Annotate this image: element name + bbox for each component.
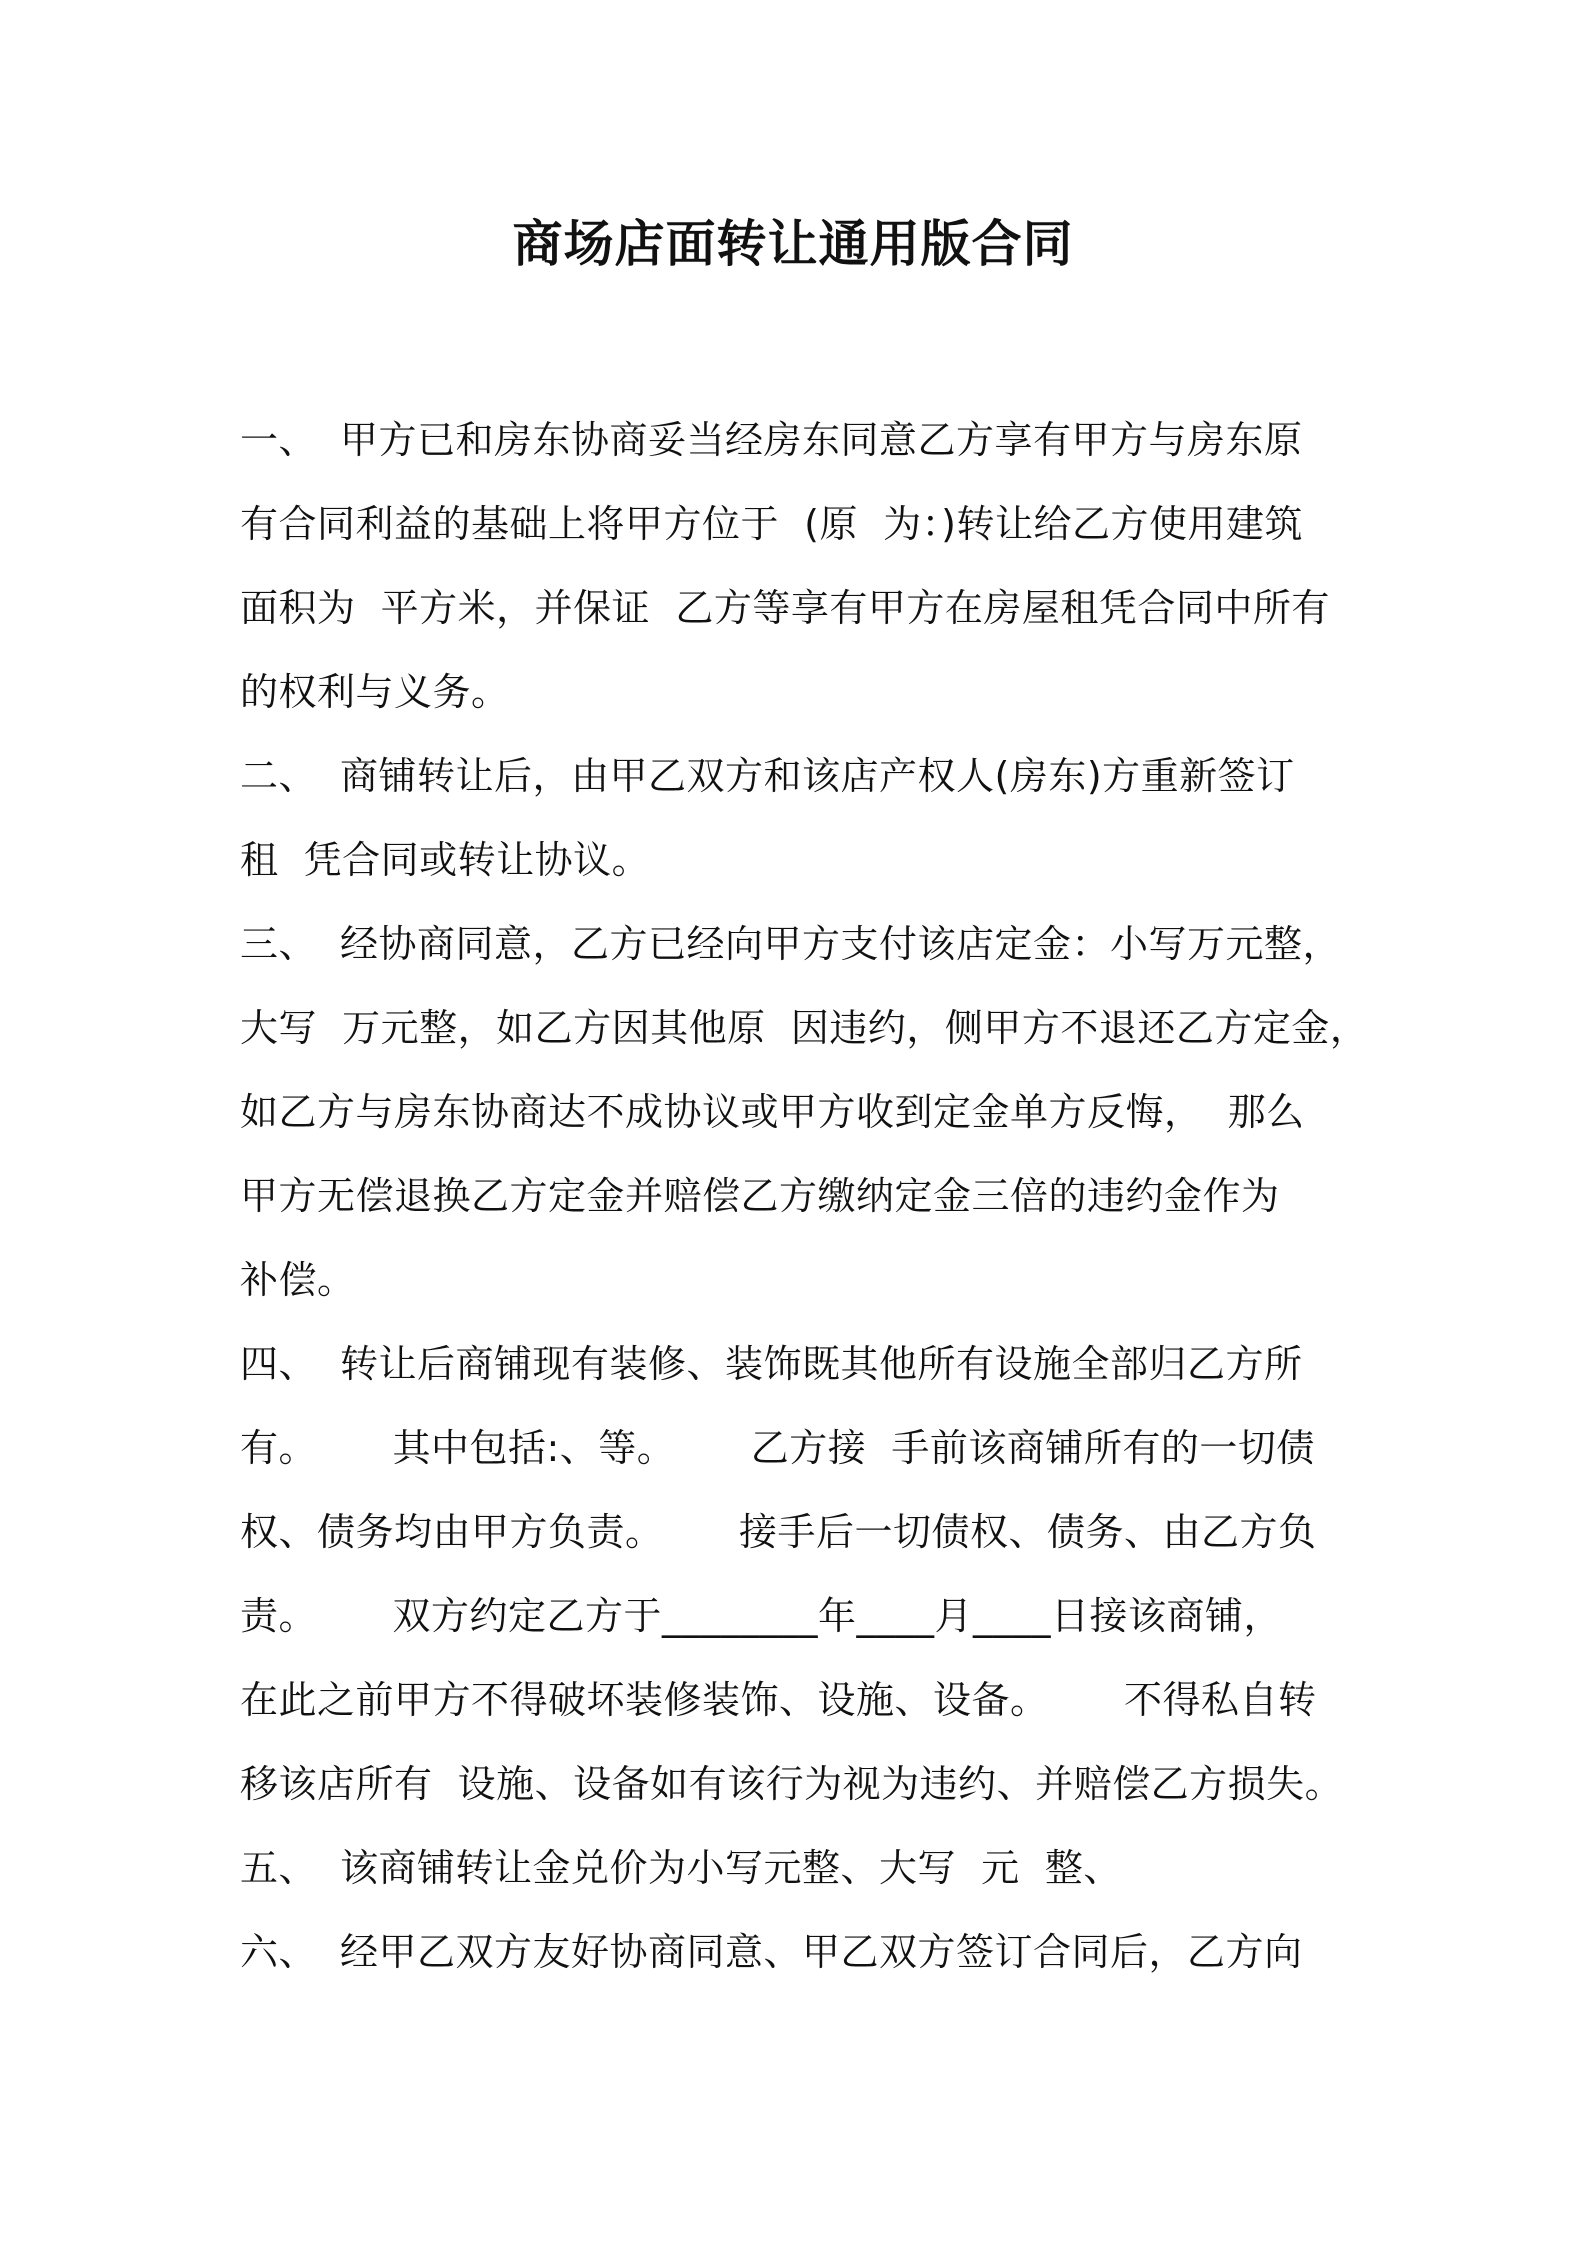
contract-line [240,734,1370,818]
line-text: 转让后商铺现有装修、装饰既其他所有设施全部归乙方所 [340,1342,1303,1386]
line-text: 权、债务均由甲方负责。 接手后一切债权、债务、由乙方负 [240,1510,1317,1554]
line-text: 经协商同意，乙方已经向甲方支付该店定金：小写万元整， [340,922,1342,966]
contract-line [240,398,1370,482]
contract-line [240,1322,1370,1406]
clause-number: 六、 [240,1930,318,1974]
line-text: 责。 双方约定乙方于________年____月____日接该商铺， [240,1594,1282,1638]
contract-line [240,1574,1370,1658]
line-text: 大写 万元整，如乙方因其他原 因违约，侧甲方不退还乙方定金， [240,1006,1369,1050]
contract-line [240,986,1370,1070]
clause-number: 三、 [240,922,318,966]
line-text: 在此之前甲方不得破坏装修装饰、设施、设备。 不得私自转 [240,1678,1317,1722]
line-text: 面积为 平方米，并保证 乙方等享有甲方在房屋租凭合同中所有 [240,586,1330,630]
line-text: 补偿。 [240,1258,356,1302]
line-text: 商铺转让后，由甲乙双方和该店产权人(房东)方重新签订 [340,754,1295,798]
contract-line [240,1826,1370,1910]
document-body [240,398,1370,1994]
contract-line [240,650,1370,734]
line-text: 移该店所有 设施、设备如有该行为视为违约、并赔偿乙方损失。 [240,1762,1344,1806]
contract-line [240,1910,1370,1994]
line-text: 有。 其中包括:、等。 乙方接 手前该商铺所有的一切债 [240,1426,1315,1470]
line-text: 租 凭合同或转让协议。 [240,838,651,882]
line-text: 甲方无偿退换乙方定金并赔偿乙方缴纳定金三倍的违约金作为 [240,1174,1280,1218]
line-text: 如乙方与房东协商达不成协议或甲方收到定金单方反悔， 那么 [240,1090,1305,1134]
clause-number: 五、 [240,1846,318,1890]
contract-line [240,1406,1370,1490]
contract-line [240,566,1370,650]
clause-number: 四、 [240,1342,318,1386]
line-text: 甲方已和房东协商妥当经房东同意乙方享有甲方与房东原 [340,418,1303,462]
line-text: 有合同利益的基础上将甲方位于 (原 为：)转让给乙方使用建筑 [240,502,1303,546]
contract-line [240,818,1370,902]
contract-line [240,1154,1370,1238]
line-text: 的权利与义务。 [240,670,510,714]
line-text: 该商铺转让金兑价为小写元整、大写 元 整、 [340,1846,1122,1890]
contract-line [240,1658,1370,1742]
clause-number: 一、 [240,418,318,462]
line-text: 经甲乙双方友好协商同意、甲乙双方签订合同后，乙方向 [340,1930,1303,1974]
contract-line [240,1742,1370,1826]
clause-number: 二、 [240,754,318,798]
contract-line [240,1238,1370,1322]
document-title: 商场店面转让通用版合同 [512,215,1074,273]
contract-line [240,1490,1370,1574]
contract-line [240,902,1370,986]
contract-line [240,482,1370,566]
contract-line [240,1070,1370,1154]
